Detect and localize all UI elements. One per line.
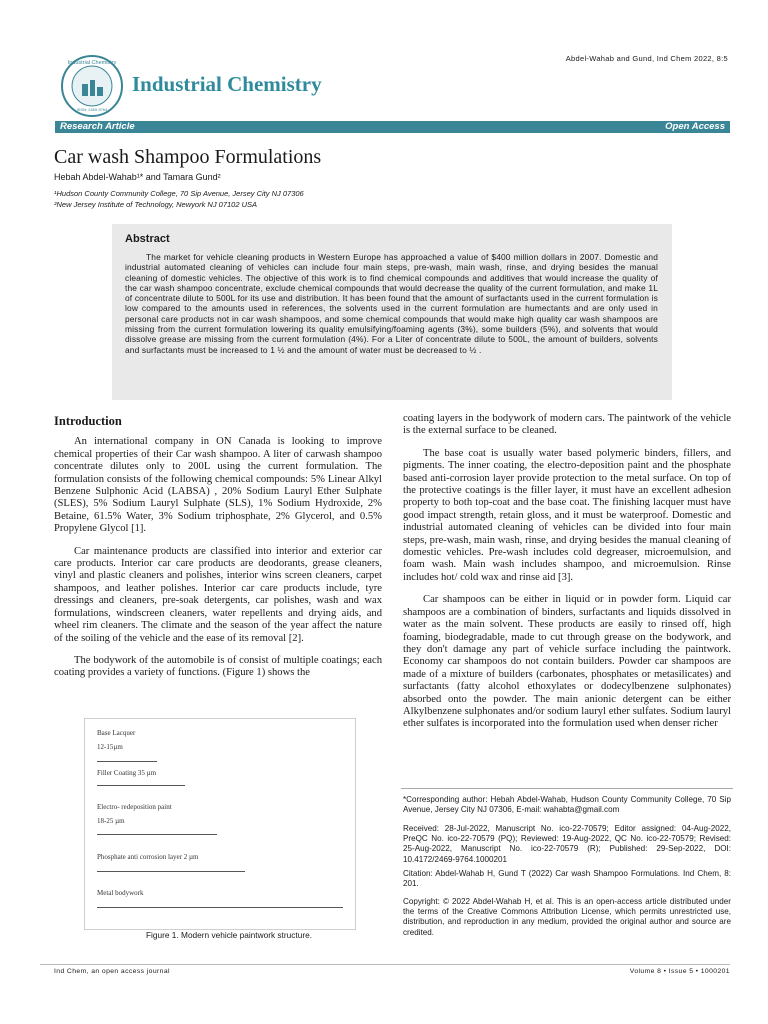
layer-4-name: Phosphate anti corrosion layer 2 µm: [97, 853, 199, 861]
layer-3-name: Electro- redeposition paint: [97, 803, 172, 811]
journal-logo: [60, 54, 124, 118]
corresponding-author: *Corresponding author: Hebah Abdel-Wahab, Hudson County Community College, 70 Sip Avenue, Jersey City NJ 07306, E-mail: wahabta@gmail.com: [403, 795, 731, 815]
figure-caption: Figure 1. Modern vehicle paintwork structure.: [145, 930, 312, 940]
open-access-label: Open Access: [665, 121, 725, 132]
abstract-text: The market for vehicle cleaning products in Western Europe has approached a value of $400 million dollars in 2007. Domestic and industrial automated cleaning of vehicles can include four main steps, pre-wash, main wash, rinse, and drying besides the manual cleaning of domestic vehicles. The objective of this work is to find chemical compounds and additives that would increase the quality of the car wash shampoo concentrate, exclude chemical compounds that would decrease the quality of the current formulation, and make 1L of concentrate dilute to 500L for its use and distribution. It has been found that the amount of surfactants used in the current formulation is low compared to the amounts used in references, the solvents used in the current formulation are humectants and are only used in personal care products not in car wash shampoos, and some chemical compounds that would make high quality car wash shampoos are missing from the current formulation lowering its quality emulsifying/foaming agents (3%), some builders (5%), and solvents that would dissolve grease are missing from the current formulation (4%). For a Liter of concentrate dilute to 500L, the amount of builders, solvents and surfactants must be increased to 1 ½ and the amount of water must be decreased to ½ .: [125, 252, 658, 355]
article-type: Research Article: [60, 121, 135, 132]
right-paragraph-2: Car shampoos can be either in liquid or in powder form. Liquid car shampoos are a combination of binders, surfactants and liquids dissolved in water as the main solvent. These products are easily to rinsed off, high foaming, biodegradable, made to cut through grease on the bodywork, and they don't damage any part of vehicle surface including the paintwork. Economy car shampoos do not contain builders. Powder car shampoos are made of a mixture of builders (carbonates, phosphates or metasilicates) and surfactants (fatty alcohol ethoxylates or dodecylbenzene sulphonates) absorbed onto the powder. The main anionic detergent can be either Alkylbenzene sulphonates and/or sodium lauryl ether sulfates. Sodium lauryl ether sulfates is incorporated into the formulation used when denser richer: [403, 594, 731, 730]
right-paragraph-1: The base coat is usually water based polymeric binders, fillers, and pigments. The inner coating, the electro-deposition paint and the phosphate based anti-corrosion layer provide protection to the metal surface. On top of the protective coatings is the filler layer, it must have an excellent adhesion property to both top-coat and the base coat. The finishing lacquer must have good impact strength, retain gloss, and it must be waterproof. Domestic and industrial automated cleaning of vehicles can be divided into four main steps, pre-wash, main wash, rinse, and drying besides the manual cleaning of domestic vehicles. Pre-wash includes cold degreaser, microemulsion, and foam wash. Main wash includes shampoo, and microemulsion. Rinse includes hot/ cold wax and rinse aid [3].: [403, 447, 731, 583]
logo-issn: ISSN: 2469-9764: [76, 107, 108, 112]
logo-text: Industrial Chemistry: [67, 60, 117, 66]
left-column: [54, 415, 382, 690]
footer-volume: Volume 8 • Issue 5 • 1000201: [629, 968, 730, 975]
affiliation-2: ²New Jersey Institute of Technology, Newyork NJ 07102 USA: [54, 200, 258, 209]
layer-1-line: [97, 761, 157, 762]
layer-2-line: [97, 785, 185, 786]
abstract-heading: Abstract: [125, 233, 170, 245]
footer-divider: [40, 964, 730, 965]
copyright-note: Copyright: © 2022 Abdel-Wahab H, et al. This is an open-access article distributed under the terms of the Creative Commons Attribution License, which permits unrestricted use, distribution, and reproduction in any medium, provided the original author and source are credited.: [403, 897, 731, 937]
right-column: [403, 413, 731, 741]
article-title: Car wash Shampoo Formulations: [54, 146, 322, 168]
layer-1-name: Base Lacquer: [97, 729, 136, 737]
layer-4-line: [97, 871, 245, 872]
affiliation-1: ¹Hudson County Community College, 70 Sip Avenue, Jersey City NJ 07306: [54, 189, 304, 198]
abstract-box: [112, 224, 672, 400]
intro-paragraph-1: An international company in ON Canada is looking to improve chemical properties of their Car wash shampoo. A liter of carwash shampoo concentrate dilutes only to 200L using the current formulation. The formulation consists of the following chemical compounds: 5% Linear Alkyl Benzene Sulphonic Acid (LABSA) , 20% Sodium Lauryl Ether Sulphate (SLES), 5% Sodium Lauryl Sulphate (SLS), 1% Sodium Hydroxide, 2% Betaine, 61.5% Water, 3% Sodium triphosphate, 2% Glycerol, and 0.5% Propylene Glycol [1].: [54, 436, 382, 535]
authors: Hebah Abdel-Wahab¹* and Tamara Gund²: [54, 172, 221, 182]
layer-2-name: Filler Coating 35 µm: [97, 769, 157, 777]
article-type-banner: [55, 121, 730, 133]
journal-title: Industrial Chemistry: [132, 72, 322, 96]
footer-journal: Ind Chem, an open access journal: [54, 968, 170, 975]
running-citation: Abdel-Wahab and Gund, Ind Chem 2022, 8:5: [565, 54, 728, 63]
figure-1: [84, 718, 356, 930]
intro-paragraph-2: Car maintenance products are classified into interior and exterior car care products. Interior car care products are deodorants, grease cleaners, vinyl and plastic cleaners and polishes, interior wins screen cleaners, carpet shampoos, and leather polishes. Interior car care products include, tyre dressings and cleaners, pre-soak detergents, car polishes, wash and wax formulations, windscreen cleaners, water repellents and drying aids, and wheel rim cleaners. The climate and the season of the year affect the nature of the soiling of the vehicle and the ease of its removal [2].: [54, 545, 382, 644]
notes-divider: [401, 788, 733, 789]
intro-paragraph-3: The bodywork of the automobile is of consist of multiple coatings; each coating provides a variety of functions. (Figure 1) shows the: [54, 654, 382, 679]
received-dates: Received: 28-Jul-2022, Manuscript No. ico-22-70579; Editor assigned: 04-Aug-2022, PreQC No. ico-22-70579 (PQ); Reviewed: 19-Aug-2022, QC No. ico-22-70579; Revised: 25-Aug-2022, Manuscript No. ico-22-70579 (R); Published: 29-Sep-2022, DOI: 10.4172/2469-9764.1000201: [403, 824, 731, 864]
layer-1-value: 12-15µm: [97, 743, 123, 751]
layer-3-value: 18-25 µm: [97, 817, 125, 825]
citation-note: Citation: Abdel-Wahab H, Gund T (2022) Car wash Shampoo Formulations. Ind Chem, 8: 201.: [403, 869, 731, 889]
introduction-heading: Introduction: [54, 414, 122, 428]
layer-3-line: [97, 834, 217, 835]
layer-5-name: Metal bodywork: [97, 889, 144, 897]
right-paragraph-0: coating layers in the bodywork of modern cars. The paintwork of the vehicle is the external surface to be cleaned.: [403, 413, 731, 437]
layer-5-line: [97, 907, 343, 908]
